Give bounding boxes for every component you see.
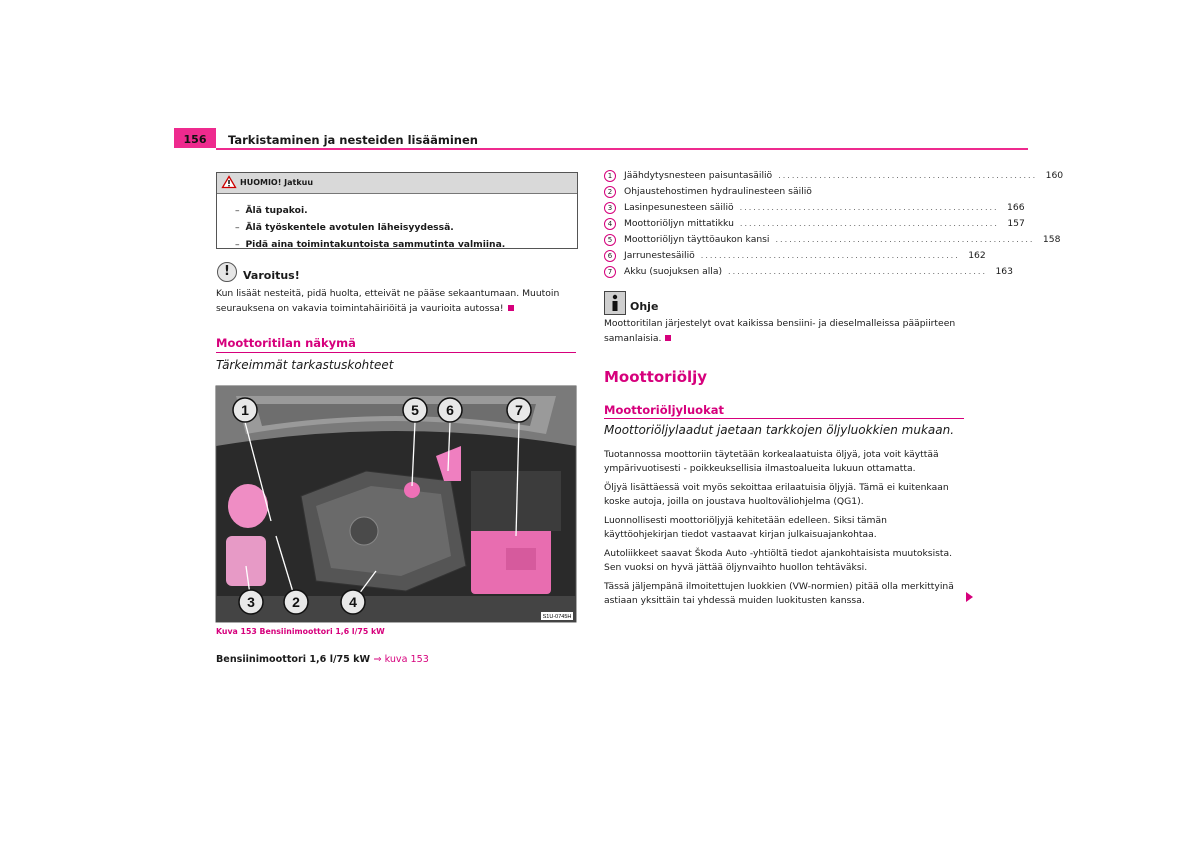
figure-caption: Kuva 153 Bensiinimoottori 1,6 l/75 kW xyxy=(216,627,385,636)
oil-intro: Moottoriöljylaadut jaetaan tarkkojen öljyluokkien mukaan. xyxy=(604,423,955,437)
list-item xyxy=(604,264,1013,280)
page-ref: 157 xyxy=(1007,218,1025,229)
figure-reference xyxy=(216,654,429,665)
page-ref: 158 xyxy=(1042,234,1061,245)
component-label: Lasinpesunesteen säiliö xyxy=(624,202,734,213)
section-subtitle: Tärkeimmät tarkastuskohteet xyxy=(216,358,394,372)
warning-triangle-icon xyxy=(222,176,236,188)
note-body: Moottoritilan järjestelyt ovat kaikissa bensiini- ja dieselmalleissa pääpiirteen samanlaisia. xyxy=(604,318,956,344)
leader-dots: ......................................................... xyxy=(775,235,1035,244)
page-ref: 163 xyxy=(995,266,1013,277)
list-item xyxy=(604,216,1025,232)
section-title: Moottoritilan näkymä xyxy=(216,336,356,350)
warning-header xyxy=(217,173,577,194)
component-list xyxy=(604,168,1064,280)
engine-bay-figure xyxy=(216,386,576,622)
paragraph: Autoliikkeet saavat Škoda Auto -yhtiöltä tiedot ajankohtaisista muutoksista. Sen vuoksi on hyvä jättää öljynvaihto huollon tehtäväksi. xyxy=(604,548,953,573)
component-label: Jarrunestesäiliö xyxy=(624,250,695,261)
end-square-icon xyxy=(665,335,671,341)
oil-rule xyxy=(604,418,964,419)
callout-4: 4 xyxy=(349,594,357,610)
caution-title: Varoitus! xyxy=(243,269,300,282)
list-item xyxy=(604,248,986,264)
paragraph: Tuotannossa moottoriin täytetään korkealaatuista öljyä, jota voit käyttää ympärivuotisesti - poikkeuksellisia ilmastoalueita lukuun ottamatta. xyxy=(604,449,939,474)
warning-list xyxy=(235,202,505,253)
oil-body xyxy=(604,448,964,613)
number-circle: 1 xyxy=(604,170,616,182)
number-circle: 5 xyxy=(604,234,616,246)
warning-item: – Pidä aina toimintakuntoista sammutinta valmiina. xyxy=(235,236,505,253)
oil-title: Moottoriöljy xyxy=(604,368,708,386)
component-label: Jäähdytysnesteen paisuntasäiliö xyxy=(624,170,773,181)
figure-ref-text: Bensiinimoottori 1,6 l/75 kW xyxy=(216,654,374,665)
section-rule xyxy=(216,352,576,353)
warning-box xyxy=(216,172,578,249)
page-ref: 166 xyxy=(1007,202,1025,213)
list-item xyxy=(604,168,1064,184)
number-circle: 6 xyxy=(604,250,616,262)
leader-dots: ......................................................... xyxy=(778,171,1038,180)
page-number: 156 xyxy=(174,128,216,148)
list-item xyxy=(604,184,966,200)
number-circle: 7 xyxy=(604,266,616,278)
callout-5: 5 xyxy=(411,402,419,418)
component-label: Moottoriöljyn täyttöaukon kansi xyxy=(624,234,770,245)
leader-dots: ......................................................... xyxy=(700,251,960,260)
info-icon xyxy=(604,291,626,315)
callout-7: 7 xyxy=(515,402,523,418)
list-item xyxy=(604,200,1025,216)
paragraph: Öljyä lisättäessä voit myös sekoittaa erilaatuisia öljyjä. Tämä ei kuitenkaan koske autoja, joilla on joustava huoltoväliohjelma (QG1). xyxy=(604,482,949,507)
callout-2: 2 xyxy=(292,594,300,610)
page-ref: 162 xyxy=(968,250,986,261)
chapter-title: Tarkistaminen ja nesteiden lisääminen xyxy=(228,133,478,147)
list-item xyxy=(604,232,1061,248)
callout-6: 6 xyxy=(446,402,454,418)
paragraph: Luonnollisesti moottoriöljyjä kehitetään edelleen. Siksi tämän käyttöohjekirjan tiedot vastaavat kirjan julkaisuajankohtaa. xyxy=(604,515,887,540)
caution-body: Kun lisäät nesteitä, pidä huolta, etteivät ne pääse sekaantumaan. Muutoin seurauksena on vakavia toimintahäiriöitä ja vaurioita autossa! xyxy=(216,288,560,314)
continue-arrow-icon xyxy=(966,592,973,602)
header-rule xyxy=(216,148,1028,150)
warning-heading: HUOMIO! Jatkuu xyxy=(240,178,314,187)
note-title: Ohje xyxy=(630,300,659,313)
component-label: Akku (suojuksen alla) xyxy=(624,266,723,277)
figure-code: S1U-0745H xyxy=(542,614,572,620)
leader-dots: ......................................................... xyxy=(739,203,999,212)
end-square-icon xyxy=(508,305,514,311)
leader-dots: ......................................................... xyxy=(728,267,987,276)
warning-item: – Älä työskentele avotulen läheisyydessä. xyxy=(235,219,505,236)
component-label: Ohjaustehostimen hydraulinesteen säiliö xyxy=(624,186,812,197)
warning-item: – Älä tupakoi. xyxy=(235,202,505,219)
callout-3: 3 xyxy=(247,594,255,610)
page-ref: 160 xyxy=(1045,170,1064,181)
figure-link[interactable]: ⇒ kuva 153 xyxy=(373,654,429,665)
note-text xyxy=(604,317,964,346)
callout-1: 1 xyxy=(241,402,249,418)
caution-icon: ! xyxy=(217,262,237,282)
paragraph: Tässä jäljempänä ilmoitettujen luokkien (VW-normien) pitää olla merkittyinä astiaan yksittäin tai yhdessä muiden luokitusten kanssa. xyxy=(604,581,954,606)
number-circle: 4 xyxy=(604,218,616,230)
number-circle: 2 xyxy=(604,186,616,198)
oil-subtitle: Moottoriöljyluokat xyxy=(604,403,724,417)
component-label: Moottoriöljyn mittatikku xyxy=(624,218,734,229)
number-circle: 3 xyxy=(604,202,616,214)
caution-text xyxy=(216,287,578,316)
leader-dots: ......................................................... xyxy=(739,219,999,228)
